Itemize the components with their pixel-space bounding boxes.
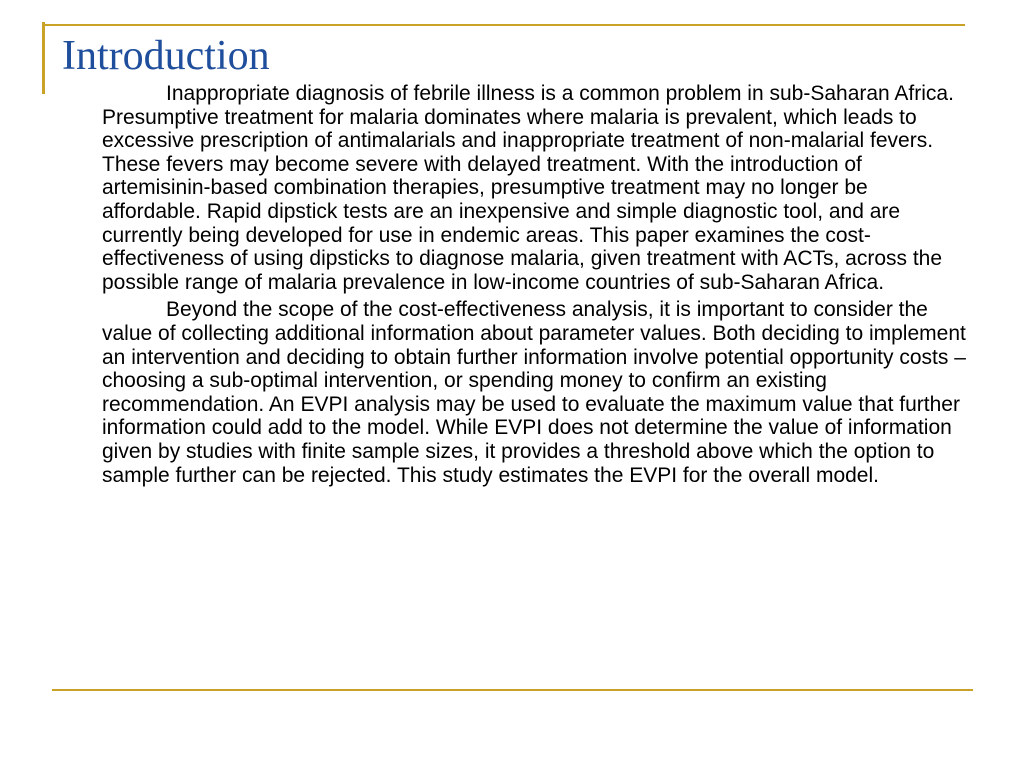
slide-title: Introduction [62,33,270,79]
accent-vertical-line [42,22,45,94]
paragraph-evpi: Beyond the scope of the cost-effectiveness analysis, it is important to consider the value of collecting additional information about parameter values. Both deciding to implement an intervention and deciding to obtain further information involve potential opportunity costs – choosing a sub-optimal intervention, or spending money to confirm an existing recommendation. An EVPI analysis may be used to evaluate the maximum value that further information could add to the model. While EVPI does not determine the value of information given by studies with finite sample sizes, it provides a threshold above which the option to sample further can be rejected. This study estimates the EVPI for the overall model. [102,298,966,487]
accent-bottom-line [52,689,973,691]
paragraph-intro: Inappropriate diagnosis of febrile illness is a common problem in sub-Saharan Africa. Presumptive treatment for malaria dominates where malaria is prevalent, which leads to excessive prescription of antimalarials and inappropriate treatment of non-malarial fevers. These fevers may become severe with delayed treatment. With the introduction of artemisinin-based combination therapies, presumptive treatment may no longer be affordable. Rapid dipstick tests are an inexpensive and simple diagnostic tool, and are currently being developed for use in endemic areas. This paper examines the cost-effectiveness of using dipsticks to diagnose malaria, given treatment with ACTs, across the possible range of malaria prevalence in low-income countries of sub-Saharan Africa. [102,82,954,294]
slide-body [102,82,968,491]
accent-top-line [42,24,965,26]
